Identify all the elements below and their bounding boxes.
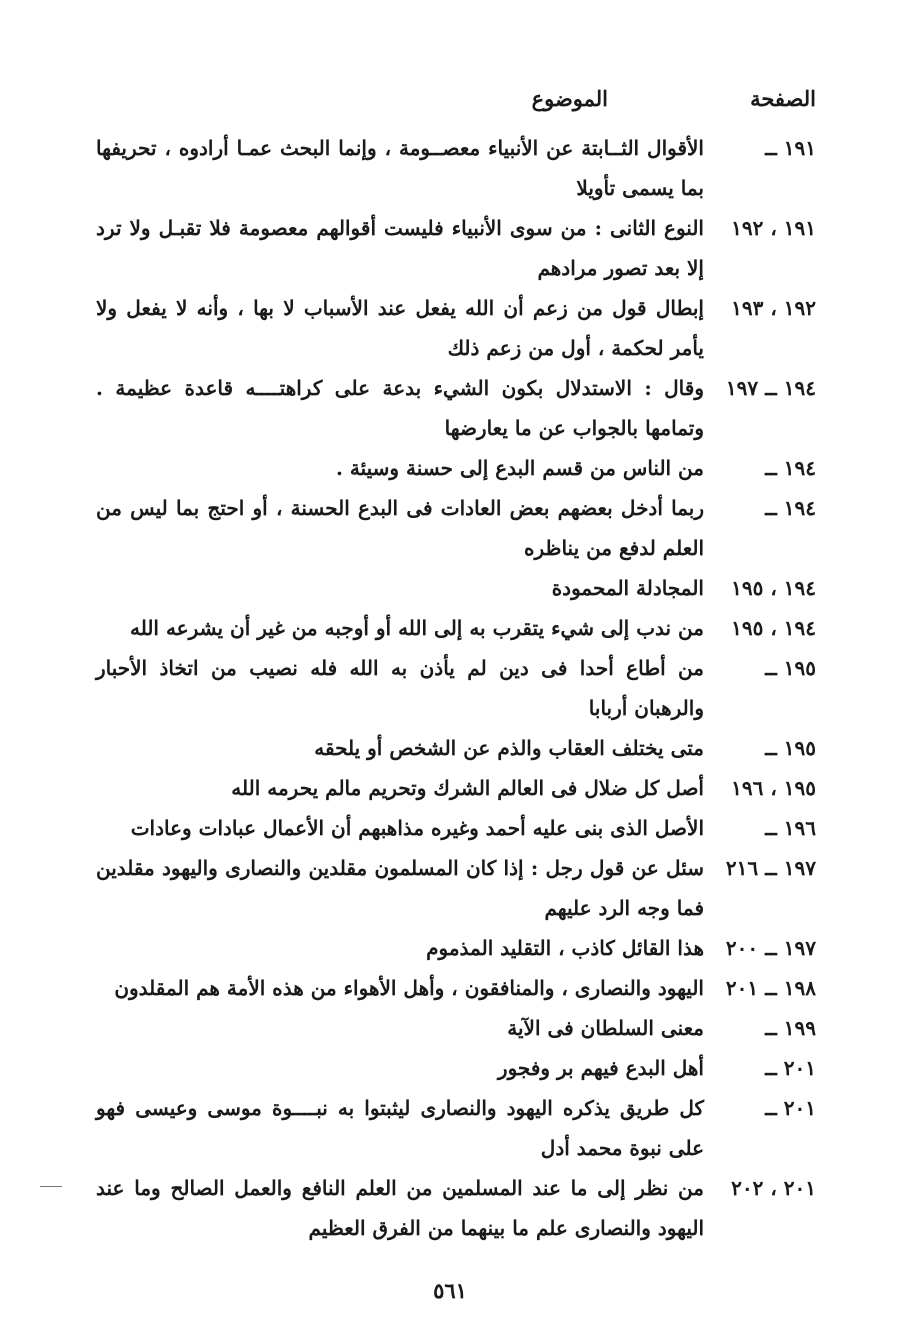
- page-column-heading: الصفحة: [750, 86, 816, 111]
- index-entry: [96, 128, 816, 208]
- index-entry: [96, 968, 816, 1008]
- entry-pages: ١٩٥ ــ: [765, 656, 816, 680]
- entry-pages: ١٩٨ ــ ٢٠١: [725, 976, 816, 1000]
- entry-topic: أهل البدع فيهم بر وفجور: [497, 1056, 704, 1080]
- index-entry: [96, 808, 816, 848]
- entry-topic: اليهود والنصارى ، والمنافقون ، وأهل الأهواء من هذه الأمة هم المقلدون: [114, 976, 704, 1000]
- entry-topic: إبطال قول من زعم أن الله يفعل عند الأسباب لا بها ، وأنه لا يفعل ولا يأمر لحكمة ، أول من زعم ذلك: [96, 296, 704, 360]
- entry-pages: ١٩٢ ، ١٩٣: [731, 296, 816, 320]
- entry-pages: ١٩٥ ، ١٩٦: [731, 776, 816, 800]
- entry-pages: ١٩٤ ــ ١٩٧: [725, 376, 816, 400]
- entry-pages: ١٩٤ ــ: [765, 456, 816, 480]
- entry-topic: هذا القائل كاذب ، التقليد المذموم: [426, 936, 704, 960]
- index-entry: [96, 608, 816, 648]
- entry-topic: ربما أدخل بعضهم بعض العادات فى البدع الحسنة ، أو احتج بما ليس من العلم لدفع من يناظره: [96, 496, 704, 560]
- entry-topic: أصل كل ضلال فى العالم الشرك وتحريم مالم يحرمه الله: [231, 776, 704, 800]
- index-entry: [96, 1168, 816, 1248]
- page-number: ٥٦١: [433, 1278, 467, 1303]
- index-entry: [96, 368, 816, 448]
- entry-topic: من نظر إلى ما عند المسلمين من العلم النافع والعمل الصالح وما عند اليهود والنصارى علم ما بينهما من الفرق العظيم: [96, 1176, 704, 1240]
- entry-topic: معنى السلطان فى الآية: [507, 1016, 704, 1040]
- entry-pages: ١٩٧ ــ ٢١٦: [725, 856, 816, 880]
- index-entry: [96, 848, 816, 928]
- column-header: [0, 86, 900, 120]
- entry-topic: الأقوال الثــابتة عن الأنبياء معصــومة ، وإنما البحث عمـا أرادوه ، تحريفها بما يسمى تأويلا: [96, 136, 704, 200]
- index-entry: [96, 288, 816, 368]
- entry-topic: من الناس من قسم البدع إلى حسنة وسيئة .: [335, 456, 704, 480]
- entry-pages: ١٩١ ــ: [765, 136, 816, 160]
- entry-topic: المجادلة المحمودة: [551, 576, 704, 600]
- index-entry: [96, 1048, 816, 1088]
- entry-topic: الأصل الذى بنى عليه أحمد وغيره مذاهبهم أن الأعمال عبادات وعادات: [130, 816, 704, 840]
- entry-pages: ٢٠١ ــ: [765, 1056, 816, 1080]
- index-entry: [96, 448, 816, 488]
- entry-topic: متى يختلف العقاب والذم عن الشخص أو يلحقه: [314, 736, 704, 760]
- entry-pages: ١٩١ ، ١٩٢: [731, 216, 816, 240]
- entry-pages: ١٩٩ ــ: [765, 1016, 816, 1040]
- index-entry: [96, 488, 816, 568]
- index-entry: [96, 928, 816, 968]
- entry-pages: ١٩٤ ، ١٩٥: [731, 616, 816, 640]
- index-entry: [96, 208, 816, 288]
- index-entry: [96, 1008, 816, 1048]
- entry-pages: ١٩٦ ــ: [765, 816, 816, 840]
- entry-topic: سئل عن قول رجل : إذا كان المسلمون مقلدين والنصارى واليهود مقلدين فما وجه الرد عليهم: [96, 856, 704, 920]
- entry-pages: ١٩٤ ــ: [765, 496, 816, 520]
- entry-topic: من أطاع أحدا فى دين لم يأذن به الله فله نصيب من اتخاذ الأحبار والرهبان أربابا: [96, 656, 704, 720]
- index-entry: [96, 568, 816, 608]
- entry-topic: النوع الثانى : من سوى الأنبياء فليست أقوالهم معصومة فلا تقبـل ولا ترد إلا بعد تصور مرادهم: [96, 216, 704, 280]
- topic-column-heading: الموضوع: [531, 86, 608, 111]
- index-entry: [96, 1088, 816, 1168]
- entry-topic: من ندب إلى شيء يتقرب به إلى الله أو أوجبه من غير أن يشرعه الله: [129, 616, 704, 640]
- entry-topic: كل طريق يذكره اليهود والنصارى ليثبتوا به نبــــوة موسى وعيسى فهو على نبوة محمد أدل: [96, 1096, 704, 1160]
- entry-pages: ٢٠١ ، ٢٠٢: [731, 1176, 816, 1200]
- entry-topic: وقال : الاستدلال بكون الشيء بدعة على كراهتــــه قاعدة عظيمة . وتمامها بالجواب عن ما يعارضها: [96, 376, 704, 440]
- entry-pages: ١٩٤ ، ١٩٥: [731, 576, 816, 600]
- entry-pages: ٢٠١ ــ: [765, 1096, 816, 1120]
- index-entry: [96, 728, 816, 768]
- margin-mark: [40, 1186, 62, 1187]
- index-entry: [96, 768, 816, 808]
- entry-pages: ١٩٥ ــ: [765, 736, 816, 760]
- index-entries: [96, 128, 816, 1248]
- index-entry: [96, 648, 816, 728]
- entry-pages: ١٩٧ ــ ٢٠٠: [725, 936, 816, 960]
